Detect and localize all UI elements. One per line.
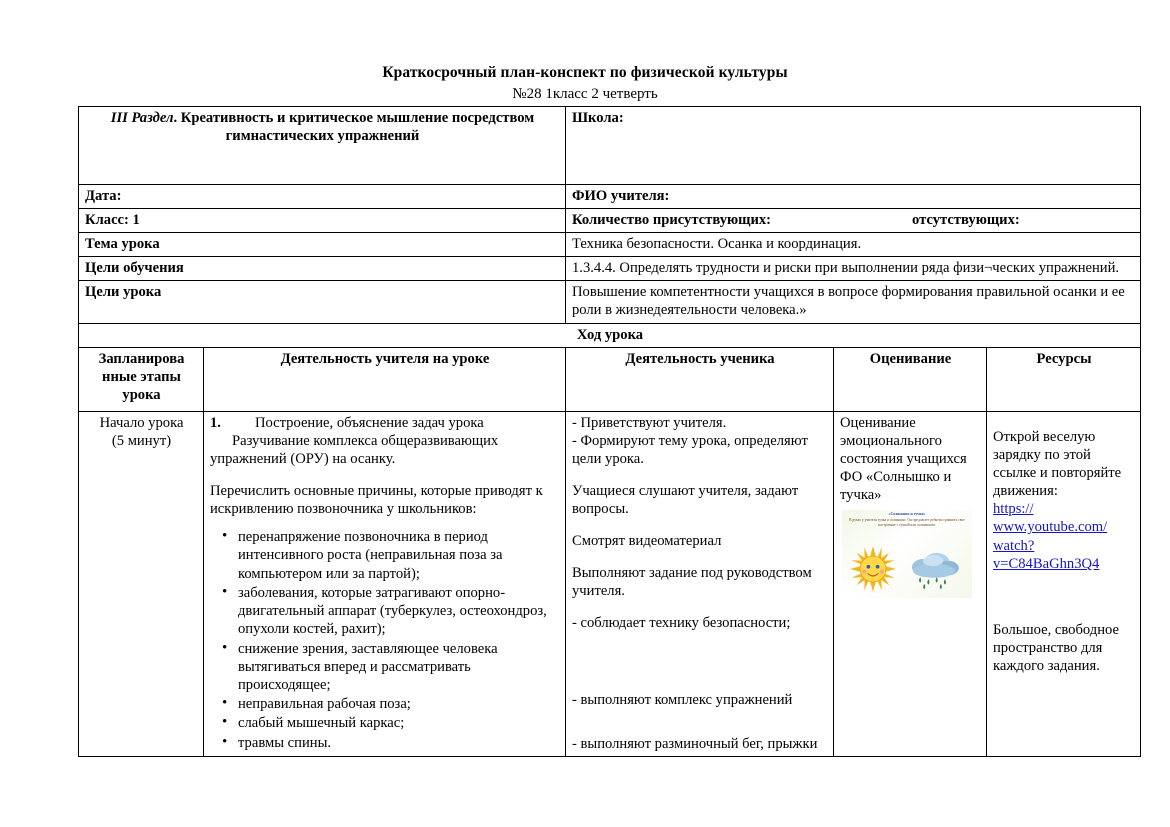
- student-line-5: Выполняют задание под руководством учителя.: [572, 565, 812, 600]
- school-cell: Школа:: [566, 107, 1141, 185]
- class-label: Класс: 1: [79, 209, 566, 233]
- student-line-1: - Приветствуют учителя.: [572, 414, 727, 431]
- teacher-step-number: 1.: [210, 414, 221, 431]
- column-header-resources: Ресурсы: [987, 347, 1141, 411]
- youtube-link-part-2[interactable]: www.youtube.com/: [993, 519, 1108, 536]
- student-line-3: Учащиеся слушают учителя, задают вопросы.: [572, 482, 799, 518]
- list-item: • заболевания, которые затрагивают опорно-двигательный аппарат (туберкулез, остеохондроз, опухоли костей, рахит);: [236, 584, 560, 639]
- illustration-caption: [842, 512, 972, 528]
- student-line-6: - соблюдает технику безопасности;: [572, 615, 791, 632]
- resources-intro: Открой веселую зарядку по этой ссылке и повторяйте движения:: [993, 428, 1122, 499]
- table-row-lesson-start: [79, 411, 1141, 756]
- learning-goals-value: 1.3.4.4. Определять трудности и риски при выполнении ряда физи¬ческих упражнений.: [566, 257, 1141, 281]
- list-item: • перенапряжение позвоночника в период интенсивного роста (неправильная поза за компьютером или за партой);: [236, 528, 560, 583]
- table-row-lesson-goals: [79, 281, 1141, 323]
- assessment-text: Оценивание эмоционального состояния учащихся: [840, 414, 967, 467]
- list-item: • неправильная рабочая поза;: [236, 695, 560, 713]
- date-label: Дата:: [79, 185, 566, 209]
- table-row-topic: [79, 233, 1141, 257]
- teacher-activity-cell: [204, 411, 566, 756]
- column-header-assessment: Оценивание: [834, 347, 987, 411]
- teacher-causes-intro: Перечислить основные причины, которые приводят к искривлению позвоночника у школьников:: [210, 482, 543, 518]
- teacher-name-label: ФИО учителя:: [566, 185, 1141, 209]
- section-cell: [79, 107, 566, 185]
- list-item: • слабый мышечный каркас;: [236, 714, 560, 732]
- attendance-cell: [566, 209, 1141, 233]
- youtube-link-part-1[interactable]: https://: [993, 501, 1034, 518]
- student-line-7: - выполняют комплекс упражнений: [572, 691, 793, 708]
- illustration-caption-title: «Солнышко и тучка»: [888, 512, 926, 517]
- table-row-class: [79, 209, 1141, 233]
- lesson-goals-label: Цели урока: [79, 281, 566, 323]
- table-row-section: [79, 107, 1141, 185]
- table-row-date: [79, 185, 1141, 209]
- lesson-flow-banner: Ход урока: [79, 323, 1141, 347]
- rain-cloud-icon: [906, 546, 962, 592]
- stage-cell: [79, 411, 204, 756]
- teacher-step-1-line3: упражнений (ОРУ) на осанку.: [210, 450, 396, 467]
- student-line-2: - Формируют тему урока, определяют цели урока.: [572, 432, 808, 467]
- list-item: • снижение зрения, заставляющее человека вытягиваться вперед и рассматривать происходящее;: [236, 640, 560, 695]
- page-title: Краткосрочный план-конспект по физической культуры: [382, 64, 788, 81]
- list-item: • травмы спины.: [236, 734, 560, 752]
- student-line-8: - выполняют разминочный бег, прыжки: [572, 735, 818, 752]
- section-title: . Креативность и критическое мышление посредством гимнастических упражнений: [173, 110, 535, 145]
- absent-label: отсутствующих:: [912, 212, 1020, 229]
- table-row-flow-banner: [79, 323, 1141, 347]
- sun-and-cloud-illustration: [842, 510, 972, 598]
- column-header-teacher-activity: Деятельность учителя на уроке: [204, 347, 566, 411]
- table-row-learning-goals: [79, 257, 1141, 281]
- resources-note: Большое, свободное пространство для каждого задания.: [993, 621, 1119, 675]
- lesson-goals-value: Повышение компетентности учащихся в вопросе формирования правильной осанки и ее роли в жизнедеятельности человека.»: [566, 281, 1141, 323]
- causes-list: [210, 528, 560, 752]
- youtube-link-part-4[interactable]: v=C84BaGhn3Q4: [993, 555, 1100, 572]
- topic-label: Тема урока: [79, 233, 566, 257]
- assessment-method: ФО «Солнышко и тучка»: [840, 468, 952, 504]
- learning-goals-label: Цели обучения: [79, 257, 566, 281]
- present-label: Количество присутствующих:: [572, 212, 772, 229]
- topic-value: Техника безопасности. Осанка и координация.: [566, 233, 1141, 257]
- section-number: III Раздел: [110, 110, 174, 126]
- youtube-link-part-3[interactable]: watch?: [993, 537, 1035, 554]
- column-header-student-activity: Деятельность ученика: [566, 347, 834, 411]
- column-header-stages: Запланирова нные этапы урока: [79, 347, 204, 411]
- stage-duration: (5 минут): [111, 432, 172, 449]
- student-line-4: Смотрят видеоматериал: [572, 533, 722, 550]
- table-row-column-headers: [79, 347, 1141, 411]
- student-activity-cell: [566, 411, 834, 756]
- lesson-plan-table: [78, 106, 1141, 757]
- resources-cell: [987, 411, 1141, 756]
- page-subtitle: №28 1класс 2 четверть: [512, 86, 658, 102]
- teacher-step-1: [210, 414, 560, 432]
- teacher-step-1-line2: Разучивание комплекса общеразвивающих: [232, 432, 499, 449]
- illustration-caption-body: В руках у учителя тучка и солнышко. Он предлагает ребятам сравнить свое настроение с тучкой или солнышком.: [849, 517, 965, 527]
- stage-name: Начало урока: [99, 414, 184, 431]
- teacher-step-text: Построение, объяснение задач урока: [254, 414, 484, 431]
- assessment-cell: [834, 411, 987, 756]
- sun-icon: [850, 546, 896, 592]
